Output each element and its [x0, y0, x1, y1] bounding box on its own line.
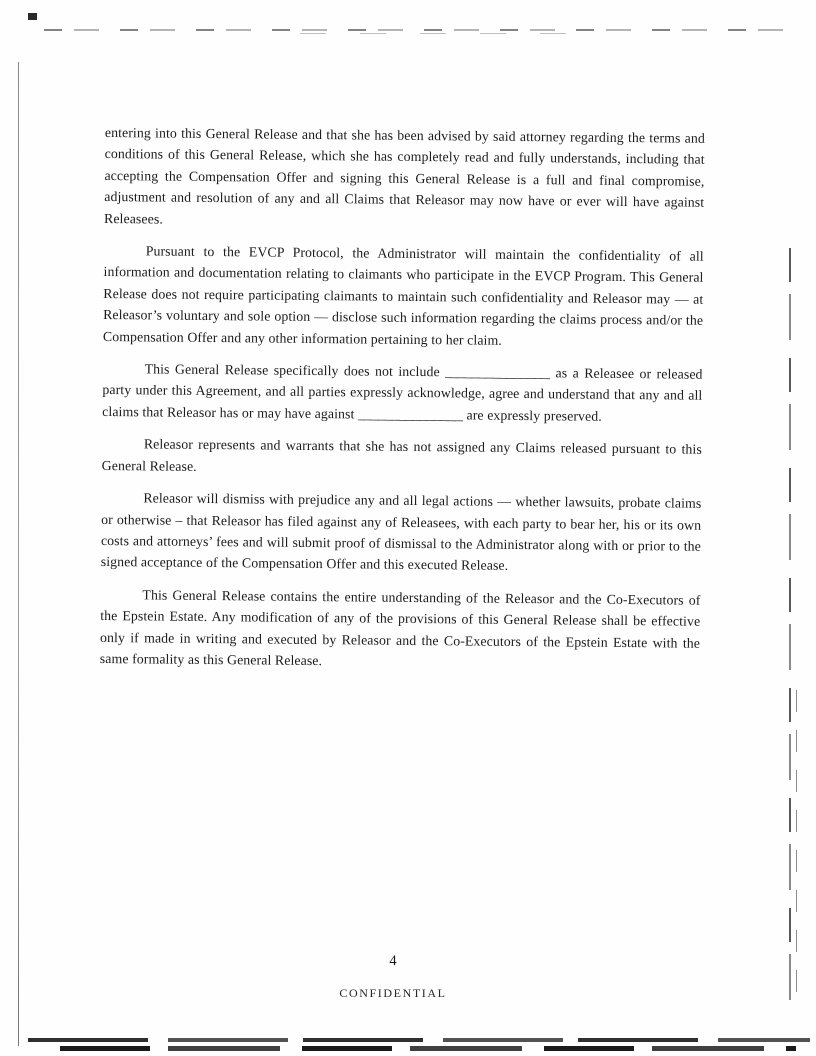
paragraph-warranty: Releasor represents and warrants that she has not assigned any Claims released pursuant to this General Release. [101, 436, 702, 474]
page-left-edge [18, 62, 19, 1046]
scan-artifact-right-edge [789, 248, 791, 1010]
scan-artifact-square [28, 13, 37, 20]
paragraph-confidentiality: Pursuant to the EVCP Protocol, the Administrator will maintain the confidentiality of all information and documentation relating to claimants who participate in the EVCP Program. This General Release does not require participating claimants to maintain such confidentiality and Releasor may — at Releasor’s voluntary and sole option — disclose such information regarding the claims process and/or the Compensation Offer and any other information pertaining to her claim. [102, 243, 704, 348]
scan-artifact-right-edge-2 [796, 690, 797, 1010]
scan-artifact-bottom-edge [28, 1038, 810, 1042]
paragraph-continuation: entering into this General Release and that she has been advised by said attorney regarding the terms and conditions of this General Release, which she has completely read and fully understands, including that accepting the Compensation Offer and signing this General Release is a full and final compromise, adjustment and resolution of any and all Claims that Releasor may now have or ever will have against Releasees. [104, 124, 705, 227]
scan-artifact-top-edge-2 [300, 33, 580, 34]
paragraph-exclusion: This General Release specifically does not include _______________ as a Releasee or released party under this Agreement, and all parties expressly acknowledge, agree and understand that any and all claims that Releasor has or may have against _______________ are expressly preserved. [102, 361, 703, 424]
confidential-footer: CONFIDENTIAL [339, 986, 447, 1000]
page-number: 4 [389, 953, 397, 969]
scan-artifact-top-edge [44, 29, 804, 31]
paragraph-entire-understanding: This General Release contains the entire understanding of the Releasor and the Co-Executors of the Epstein Estate. Any modification of any of the provisions of this General Release shall be effective only if made in writing and executed by Releasor and the Co-Executors of the Epstein Estate with the same formality as this General Release. [99, 587, 701, 669]
document-body [100, 122, 705, 686]
scan-artifact-bottom-edge-2 [60, 1046, 796, 1051]
paragraph-dismissal: Releasor will dismiss with prejudice any and all legal actions — whether lawsuits, probate claims or otherwise – that Releasor has filed against any of Releasees, with each party to bear her, his or its own costs and attorneys’ fees and will submit proof of dismissal to the Administrator along with or prior to the signed acceptance of the Compensation Offer and this executed Release. [100, 490, 702, 574]
